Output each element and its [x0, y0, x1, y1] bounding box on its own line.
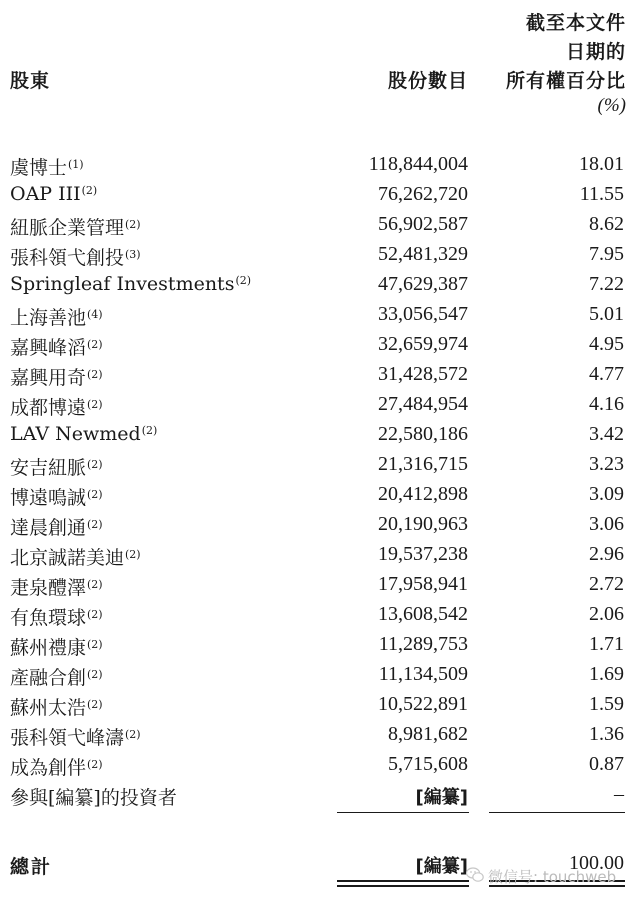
investors-label: 參與[編纂]的投資者	[10, 787, 177, 809]
table-row	[0, 153, 640, 183]
header-pct-unit: (%)	[597, 95, 626, 116]
shareholder-name: 蘇州禮康$^{(2)}$	[10, 637, 103, 659]
share-count: 22,580,186	[378, 423, 468, 445]
footnote-ref: (2)	[125, 728, 141, 741]
ownership-pct: 4.77	[589, 363, 624, 385]
shareholder-name: 有魚環球$^{(2)}$	[10, 607, 103, 629]
ownership-pct: 3.23	[589, 453, 624, 475]
ownership-pct: 8.62	[589, 213, 624, 235]
subtotal-rule-pct	[489, 812, 625, 813]
ownership-pct: 0.87	[589, 753, 624, 775]
shareholder-name: LAV Newmed$^{(2)}$	[10, 423, 158, 445]
share-count: 76,262,720	[378, 183, 468, 205]
share-count: 27,484,954	[378, 393, 468, 415]
share-count: 47,629,387	[378, 273, 468, 295]
investors-shares: [編纂]	[415, 787, 468, 808]
total-label: 總計	[10, 856, 53, 878]
header-shareholder: 股東	[10, 70, 51, 92]
share-count: 20,190,963	[378, 513, 468, 535]
footnote-ref: (2)	[87, 698, 103, 711]
shareholder-name: 紐脈企業管理$^{(2)}$	[10, 217, 141, 239]
shareholder-name: 產融合創$^{(2)}$	[10, 667, 103, 689]
table-row	[0, 573, 640, 603]
shareholder-name: Springleaf Investments$^{(2)}$	[10, 273, 252, 295]
header-pct-line1: 截至本文件	[525, 12, 626, 34]
header-pct-line3: 所有權百分比	[505, 70, 626, 92]
table-row	[0, 393, 640, 423]
investors-row	[0, 783, 640, 813]
shareholder-name: 達晨創通$^{(2)}$	[10, 517, 103, 539]
table-row	[0, 243, 640, 273]
ownership-pct: 5.01	[589, 303, 624, 325]
ownership-pct: 4.95	[589, 333, 624, 355]
footnote-ref: (2)	[125, 548, 141, 561]
footnote-ref: (2)	[125, 218, 141, 231]
ownership-pct: 4.16	[589, 393, 624, 415]
footnote-ref: (1)	[68, 158, 84, 171]
share-count: 11,134,509	[378, 663, 468, 685]
footnote-ref: (2)	[87, 668, 103, 681]
footnote-ref: (2)	[87, 338, 103, 351]
shareholder-name: 蘇州太浩$^{(2)}$	[10, 697, 103, 719]
table-row	[0, 633, 640, 663]
header-shares: 股份數目	[387, 70, 468, 92]
subtotal-rule-shares	[337, 812, 469, 813]
table-row	[0, 693, 640, 723]
footnote-ref: (2)	[141, 424, 158, 437]
shareholder-name: 張科領弋創投$^{(3)}$	[10, 247, 141, 269]
share-count: 13,608,542	[378, 603, 468, 625]
ownership-pct: 18.01	[579, 153, 624, 175]
share-count: 56,902,587	[378, 213, 468, 235]
footnote-ref: (2)	[87, 578, 103, 591]
shareholder-name: 安吉紐脈$^{(2)}$	[10, 457, 103, 479]
ownership-pct: 1.71	[589, 633, 624, 655]
table-row	[0, 183, 640, 213]
header-pct-line2: 日期的	[565, 41, 626, 63]
table-row	[0, 723, 640, 753]
share-count: 19,537,238	[378, 543, 468, 565]
shareholder-name: 嘉興峰滔$^{(2)}$	[10, 337, 103, 359]
shareholder-name: 疌泉醴澤$^{(2)}$	[10, 577, 103, 599]
shareholder-name: 張科領弋峰濤$^{(2)}$	[10, 727, 141, 749]
share-count: 21,316,715	[378, 453, 468, 475]
ownership-pct: 3.09	[589, 483, 624, 505]
share-count: 31,428,572	[378, 363, 468, 385]
footnote-ref: (2)	[87, 368, 103, 381]
share-count: 118,844,004	[368, 153, 468, 175]
ownership-pct: 2.96	[589, 543, 624, 565]
footnote-ref: (2)	[87, 398, 103, 411]
shareholder-name: OAP III$^{(2)}$	[10, 183, 98, 205]
table-row	[0, 303, 640, 333]
ownership-pct: 7.95	[589, 243, 624, 265]
watermark-text: 微信号: touchweb	[488, 868, 617, 886]
table-row	[0, 423, 640, 453]
table-row	[0, 333, 640, 363]
footnote-ref: (2)	[87, 518, 103, 531]
shareholder-name: 成為創伴$^{(2)}$	[10, 757, 103, 779]
wechat-icon	[466, 867, 484, 883]
total-pct: 100.00	[569, 852, 624, 874]
table-row	[0, 513, 640, 543]
total-shares: [編纂]	[415, 856, 468, 877]
ownership-pct: 2.06	[589, 603, 624, 625]
shareholder-name: 虞博士$^{(1)}$	[10, 157, 84, 179]
investors-pct: –	[614, 783, 624, 805]
share-count: 52,481,329	[378, 243, 468, 265]
ownership-pct: 1.59	[589, 693, 624, 715]
ownership-pct: 7.22	[589, 273, 624, 295]
table-row	[0, 213, 640, 243]
total-double-rule-shares-top	[337, 880, 469, 882]
ownership-pct: 1.36	[589, 723, 624, 745]
share-count: 17,958,941	[378, 573, 468, 595]
shareholder-name: 成都博遠$^{(2)}$	[10, 397, 103, 419]
footnote-ref: (2)	[81, 184, 98, 197]
ownership-pct: 2.72	[589, 573, 624, 595]
table-row	[0, 453, 640, 483]
footnote-ref: (2)	[87, 758, 103, 771]
share-count: 11,289,753	[378, 633, 468, 655]
footnote-ref: (2)	[87, 458, 103, 471]
footnote-ref: (2)	[87, 608, 103, 621]
shareholder-name: 上海善池$^{(4)}$	[10, 307, 103, 329]
ownership-pct: 11.55	[579, 183, 624, 205]
share-count: 32,659,974	[378, 333, 468, 355]
footnote-ref: (2)	[87, 638, 103, 651]
table-row	[0, 543, 640, 573]
share-count: 10,522,891	[378, 693, 468, 715]
ownership-pct: 3.42	[589, 423, 624, 445]
table-row	[0, 663, 640, 693]
total-double-rule-shares-bottom	[337, 885, 469, 887]
footnote-ref: (3)	[125, 248, 141, 261]
shareholder-name: 博遠鳴誠$^{(2)}$	[10, 487, 103, 509]
table-row	[0, 363, 640, 393]
share-count: 33,056,547	[378, 303, 468, 325]
footnote-ref: (2)	[87, 488, 103, 501]
share-count: 20,412,898	[378, 483, 468, 505]
footnote-ref: (2)	[235, 274, 252, 287]
share-count: 5,715,608	[388, 753, 468, 775]
ownership-pct: 3.06	[589, 513, 624, 535]
shareholder-name: 嘉興用奇$^{(2)}$	[10, 367, 103, 389]
table-row	[0, 753, 640, 783]
ownership-pct: 1.69	[589, 663, 624, 685]
table-row	[0, 273, 640, 303]
shareholder-name: 北京誠諾美迪$^{(2)}$	[10, 547, 141, 569]
table-row	[0, 483, 640, 513]
share-count: 8,981,682	[388, 723, 468, 745]
footnote-ref: (4)	[87, 308, 103, 321]
table-row	[0, 603, 640, 633]
